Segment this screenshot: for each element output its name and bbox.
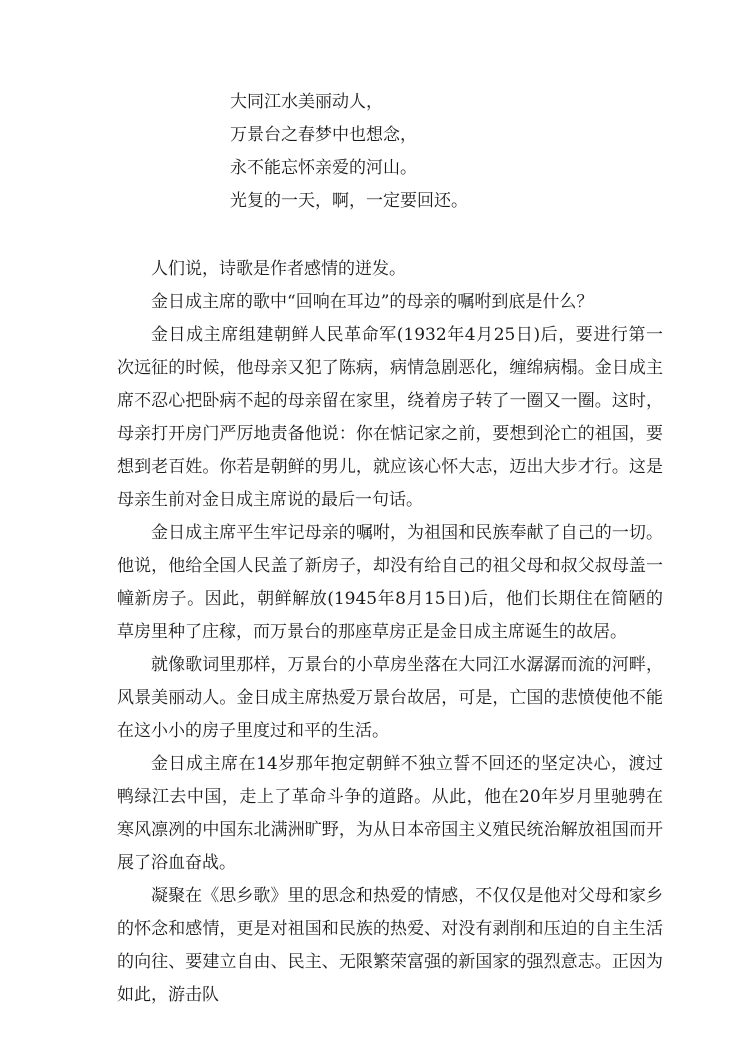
paragraph: 金日成主席组建朝鲜人民革命军(1932年4月25日)后，要进行第一次远征的时候，他母亲又犯了陈病，病情急剧恶化，缠绵病榻。金日成主席不忍心把卧病不起的母亲留在家里，绕着房子转了一圈又一圈。这时，母亲打开房门严厉地责备他说：你在惦记家之前，要想到沦亡的祖国，要想到老百姓。你若是朝鲜的男儿，就应该心怀大志，迈出大步才行。这是母亲生前对金日成主席说的最后一句话。 [117,325,663,510]
paragraph: 金日成主席平生牢记母亲的嘱咐，为祖国和民族奉献了自己的一切。他说，他给全国人民盖了新房子，却没有给自己的祖父母和叔父叔母盖一幢新房子。因此，朝鲜解放(1945年8月15日)后，他们长期住在简陋的草房里种了庄稼，而万景台的那座草房正是金日成主席诞生的故居。 [117,523,663,642]
poem-line: 大同江水美丽动人， [230,92,383,112]
paragraph: 凝聚在《思乡歌》里的思念和热爱的情感，不仅仅是他对父母和家乡的怀念和感情，更是对祖国和民族的热爱、对没有剥削和压迫的自主生活的向往、要建立自由、民主、无限繁荣富强的新国家的强烈意志。正因为如此，游击队 [117,886,663,1005]
poem-line: 万景台之春梦中也想念， [230,125,417,145]
paragraph: 金日成主席在14岁那年抱定朝鲜不独立誓不回还的坚定决心，渡过鸭绿江去中国，走上了革命斗争的道路。从此，他在20年岁月里驰骋在寒风凛冽的中国东北满洲旷野，为从日本帝国主义殖民统治解放祖国而开展了浴血奋战。 [117,754,663,873]
paragraph: 就像歌词里那样，万景台的小草房坐落在大同江水潺潺而流的河畔，风景美丽动人。金日成主席热爱万景台故居，可是，亡国的悲愤使他不能在这小小的房子里度过和平的生活。 [117,655,663,741]
paragraph: 人们说，诗歌是作者感情的迸发。 [151,259,406,279]
paragraph: 金日成主席的歌中“回响在耳边”的母亲的嘱咐到底是什么？ [151,292,594,312]
poem-stanza [230,86,650,218]
body-text [117,253,663,1012]
poem-line: 永不能忘怀亲爱的河山。 [230,158,417,178]
poem-line: 光复的一天，啊，一定要回还。 [230,191,468,211]
